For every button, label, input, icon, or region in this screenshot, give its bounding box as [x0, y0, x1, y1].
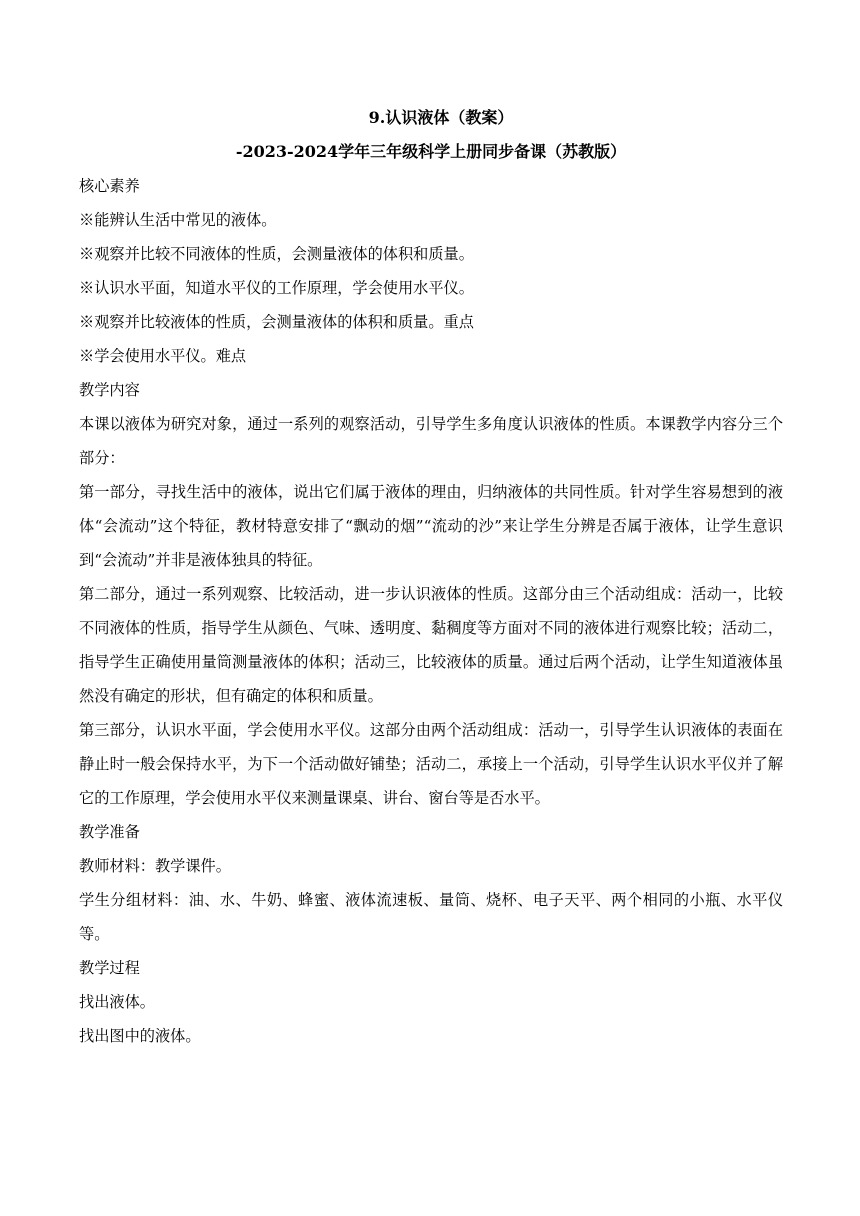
objective-item: ※认识水平面，知道水平仪的工作原理，学会使用水平仪。 — [79, 279, 474, 297]
objective-item: ※观察并比较不同液体的性质，会测量液体的体积和质量。 — [79, 245, 474, 263]
teacher-materials: 教师材料：教学课件。 — [79, 857, 231, 875]
process-step: 找出图中的液体。 — [79, 1027, 201, 1045]
document-subtitle: -2023-2024学年三年级科学上册同步备课（苏教版） — [235, 142, 627, 161]
section-heading-teaching-content: 教学内容 — [79, 381, 140, 399]
student-materials: 学生分组材料：油、水、牛奶、蜂蜜、液体流速板、量筒、烧杯、电子天平、两个相同的小瓶、水平仪等。 — [79, 891, 783, 943]
content-intro-paragraph: 本课以液体为研究对象，通过一系列的观察活动，引导学生多角度认识液体的性质。本课教学内容分三个部分： — [79, 415, 783, 467]
section-heading-core-literacy: 核心素养 — [79, 177, 140, 195]
objective-key-point: ※观察并比较液体的性质，会测量液体的体积和质量。重点 — [79, 313, 474, 331]
section-heading-process: 教学过程 — [79, 959, 140, 977]
process-step: 找出液体。 — [79, 993, 155, 1011]
document-title: 9.认识液体（教案） — [368, 108, 514, 127]
objective-difficulty: ※学会使用水平仪。难点 — [79, 347, 247, 365]
content-part-one: 第一部分，寻找生活中的液体，说出它们属于液体的理由，归纳液体的共同性质。针对学生容易想到的液体“会流动”这个特征，教材特意安排了“飘动的烟”“流动的沙”来让学生分辨是否属于液体，让学生意识到“会流动”并非是液体独具的特征。 — [79, 483, 783, 569]
document-page — [79, 101, 783, 1053]
objective-item: ※能辨认生活中常见的液体。 — [79, 211, 277, 229]
content-part-two: 第二部分，通过一系列观察、比较活动，进一步认识液体的性质。这部分由三个活动组成：活动一，比较不同液体的性质，指导学生从颜色、气味、透明度、黏稠度等方面对不同的液体进行观察比较；活动二，指导学生正确使用量筒测量液体的体积；活动三，比较液体的质量。通过后两个活动，让学生知道液体虽然没有确定的形状，但有确定的体积和质量。 — [79, 585, 783, 705]
section-heading-preparation: 教学准备 — [79, 823, 140, 841]
content-part-three: 第三部分，认识水平面，学会使用水平仪。这部分由两个活动组成：活动一，引导学生认识液体的表面在静止时一般会保持水平，为下一个活动做好铺垫；活动二，承接上一个活动，引导学生认识水平仪并了解它的工作原理，学会使用水平仪来测量课桌、讲台、窗台等是否水平。 — [79, 721, 783, 807]
